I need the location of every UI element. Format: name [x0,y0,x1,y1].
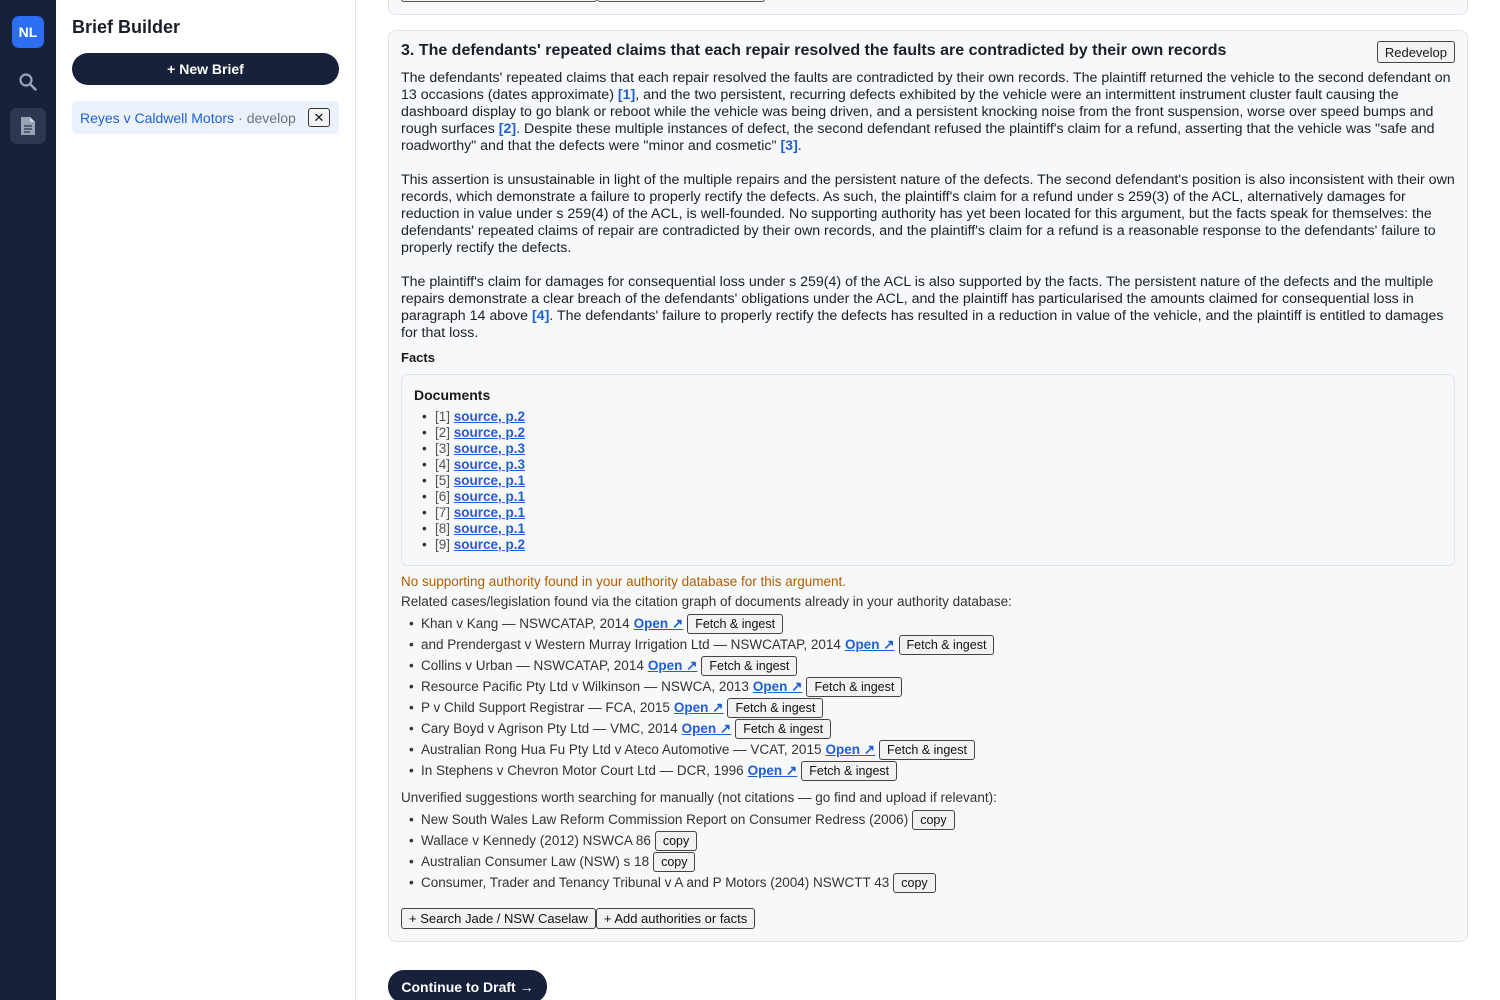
open-case-link[interactable]: Open ↗ [844,636,895,652]
document-source-link[interactable]: source, p.2 [453,425,526,440]
open-case-link[interactable]: Open ↗ [673,699,724,715]
related-case-title: • Resource Pacific Pty Ltd v Wilkinson — NSWCA, 2013 [421,679,749,694]
unverified-item [409,872,955,893]
documents-list [422,409,525,553]
argument-paragraph [401,70,1459,155]
paragraph-text: , and the two persistent, recurring defects exhibited by the vehicle were an intermittent instrument cluster fault causing the dashboard display to go blank or reboot while the vehicle was being driven, and a persistent knocking noise from the front suspension, worse over speed bumps and rough surfaces [401,87,1434,137]
citation-link[interactable]: [2] [498,121,517,137]
action-row [401,908,755,929]
document-source-link[interactable]: source, p.3 [453,441,526,456]
paragraph-text: . [797,138,802,154]
open-case-link[interactable]: Open ↗ [681,720,732,736]
paragraph-text: The defendants' repeated claims that each repair resolved the faults are contradicted by their own records. The plaintiff returned the vehicle to the second defendant on 13 occasions (dates approximate) [401,70,1451,103]
copy-button[interactable]: copy [912,810,954,830]
related-case-item [409,634,994,655]
continue-to-draft-button[interactable]: Continue to Draft → [388,970,547,1000]
related-case-title: • and Prendergast v Western Murray Irrigation Ltd — NSWCATAP, 2014 [421,637,841,652]
related-case-title: • Cary Boyd v Agrison Pty Ltd — VMC, 2014 [421,721,678,736]
argument-paragraph [401,172,1459,257]
unverified-item [409,851,955,872]
document-item [422,537,525,553]
unverified-title: • New South Wales Law Reform Commission Report on Consumer Redress (2006) [421,812,909,827]
related-case-title: • Collins v Urban — NSWCATAP, 2014 [421,658,644,673]
related-case-title: • P v Child Support Registrar — FCA, 2015 [421,700,670,715]
document-source-link[interactable]: source, p.3 [453,457,526,472]
fetch-ingest-button[interactable]: Fetch & ingest [735,719,831,739]
related-case-item [409,760,994,781]
unverified-list [409,809,955,893]
document-item [422,521,525,537]
open-case-link[interactable]: Open ↗ [633,615,684,631]
unverified-label: Unverified suggestions worth searching for manually (not citations — go find and upload if relevant): [401,790,997,805]
unverified-title: • Consumer, Trader and Tenancy Tribunal v A and P Motors (2004) NSWCTT 43 [421,875,890,890]
related-case-item [409,697,994,718]
related-case-title: • In Stephens v Chevron Motor Court Ltd — DCR, 1996 [421,763,744,778]
fetch-ingest-button[interactable]: Fetch & ingest [687,614,783,634]
fetch-ingest-button[interactable]: Fetch & ingest [879,740,975,760]
fetch-ingest-button[interactable]: Fetch & ingest [899,635,995,655]
document-source-link[interactable]: source, p.1 [453,489,526,504]
no-authority-notice: No supporting authority found in your authority database for this argument. [401,574,847,589]
related-case-item [409,655,994,676]
fetch-ingest-button[interactable]: Fetch & ingest [806,677,902,697]
open-case-link[interactable]: Open ↗ [752,678,803,694]
related-case-item [409,613,994,634]
paragraph-text: . Despite these multiple instances of defect, the second defendant refused the plaintiff's claim for a refund, asserting that the vehicle was "safe and roadworthy" and that the defects were "minor and cosmetic" [401,121,1435,154]
argument-paragraph [401,274,1459,342]
copy-button[interactable]: copy [653,852,695,872]
search-icon [18,72,38,92]
documents-title: Documents [414,387,491,403]
close-brief-button[interactable]: ✕ [308,108,330,127]
brief-list-item[interactable] [72,101,339,134]
document-icon [19,116,37,136]
previous-add-button[interactable] [597,0,765,2]
document-item [422,489,525,505]
related-case-title: • Khan v Kang — NSWCATAP, 2014 [421,616,630,631]
paragraph-text: This assertion is unsustainable in light of the multiple repairs and the persistent nature of the defects. The second defendant's position is also inconsistent with their own records, which demonstrate a failure to properly rectify the defects. As such, the plaintiff's claim for a refund under s 259(3) of the ACL, alternatively damages for reduction in value under s 259(4) of the ACL, is well-founded. No supporting authority has yet been located for this argument, but the facts speak for themselves: the defendants' repeated claims of repair are contradicted by their own records, and the plaintiff's claim for a refund is a reasonable response to the defendants' failure to properly rectify the defects. [401,172,1455,256]
new-brief-button[interactable]: + New Brief [72,53,339,85]
citation-link[interactable]: [1] [617,87,636,103]
related-label: Related cases/legislation found via the citation graph of documents already in your authority database: [401,594,1012,609]
fetch-ingest-button[interactable]: Fetch & ingest [727,698,823,718]
argument-title: 3. The defendants' repeated claims that each repair resolved the faults are contradicted by their own records [401,42,1227,59]
document-index: [5] [435,473,451,488]
previous-argument-card [388,0,1468,15]
argument-body [401,70,1459,359]
sidebar-title: Brief Builder [72,17,181,37]
open-case-link[interactable]: Open ↗ [747,762,798,778]
citation-link[interactable]: [4] [531,308,550,324]
document-index: [1] [435,409,451,424]
brief-status: develop [246,109,296,126]
document-source-link[interactable]: source, p.1 [453,521,526,536]
argument-card [388,30,1468,942]
related-case-title: • Australian Rong Hua Fu Pty Ltd v Ateco Automotive — VCAT, 2015 [421,742,822,757]
document-index: [7] [435,505,451,520]
document-item [422,505,525,521]
document-index: [8] [435,521,451,536]
copy-button[interactable]: copy [893,873,935,893]
document-index: [4] [435,457,451,472]
document-item [422,457,525,473]
document-source-link[interactable]: source, p.2 [453,537,526,552]
unverified-item [409,809,955,830]
document-index: [9] [435,537,451,552]
fetch-ingest-button[interactable]: Fetch & ingest [801,761,897,781]
document-index: [2] [435,425,451,440]
document-item [422,425,525,441]
document-source-link[interactable]: source, p.1 [453,473,526,488]
document-index: [6] [435,489,451,504]
search-caselaw-button[interactable]: + Search Jade / NSW Caselaw [401,908,596,929]
document-item [422,441,525,457]
related-case-item [409,676,994,697]
brief-separator: · [238,109,243,126]
document-item [422,409,525,425]
document-source-link[interactable]: source, p.1 [453,505,526,520]
copy-button[interactable]: copy [655,831,697,851]
citation-link[interactable]: [3] [780,138,798,154]
unverified-item [409,830,955,851]
unverified-title: • Australian Consumer Law (NSW) s 18 [421,854,650,869]
search-nav-button[interactable] [10,64,46,100]
user-avatar[interactable]: NL [12,16,44,48]
paragraph-text: . The defendants' failure to properly rectify the defects has resulted in a reduction in value of the vehicle, and the plaintiff is entitled to damages for that loss. [401,308,1444,341]
previous-search-button[interactable] [401,0,597,2]
open-case-link[interactable]: Open ↗ [647,657,698,673]
fetch-ingest-button[interactable]: Fetch & ingest [701,656,797,676]
related-case-item [409,739,994,760]
document-item [422,473,525,489]
add-authorities-button[interactable]: + Add authorities or facts [596,908,755,929]
main-content [356,0,1500,1000]
related-list [409,613,994,781]
redevelop-button[interactable]: Redevelop [1377,41,1455,63]
icon-rail [0,0,56,1000]
documents-box [401,374,1455,566]
unverified-title: • Wallace v Kennedy (2012) NSWCA 86 [421,833,651,848]
facts-label: Facts [401,350,435,365]
brief-name[interactable]: Reyes v Caldwell Motors [80,109,235,126]
documents-nav-button[interactable] [10,108,46,144]
document-source-link[interactable]: source, p.2 [453,409,526,424]
document-index: [3] [435,441,451,456]
related-case-item [409,718,994,739]
paragraph-text: The plaintiff's claim for damages for consequential loss under s 259(4) of the ACL is also supported by the facts. The persistent nature of the defects and the multiple repairs demonstrate a clear breach of the defendants' obligations under the ACL, and the plaintiff has particularised the amounts claimed for consequential loss in paragraph 14 above [401,274,1434,324]
open-case-link[interactable]: Open ↗ [825,741,876,757]
sidebar [56,0,356,1000]
